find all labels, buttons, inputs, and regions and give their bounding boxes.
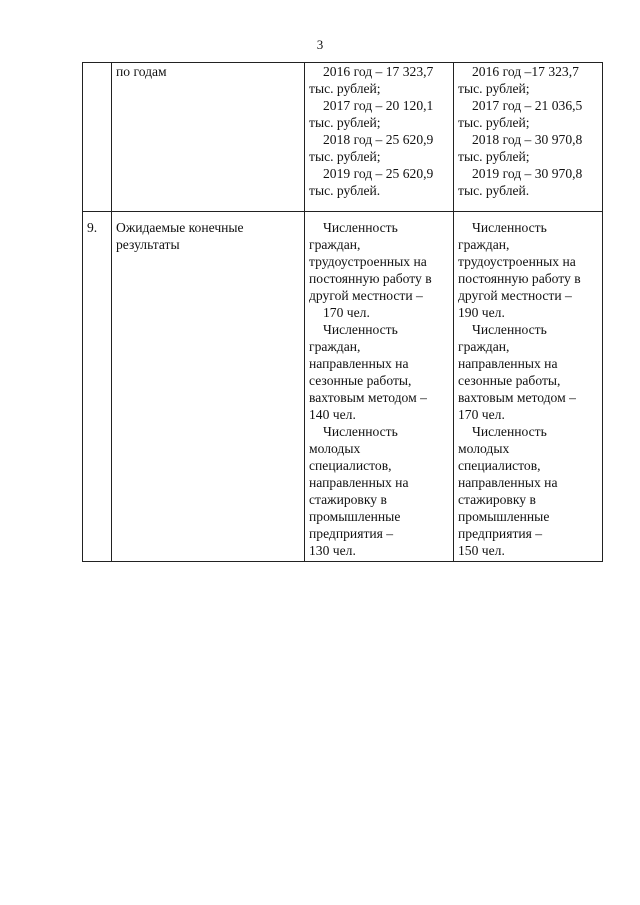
funding-old-year: 2019 год – 25 620,9 <box>323 166 434 181</box>
row-label-cell <box>112 212 305 562</box>
results-new-line: Численность <box>472 322 547 337</box>
results-old-line: граждан, <box>309 237 361 252</box>
results-old-line: граждан, <box>309 339 361 354</box>
results-new-line: 190 чел. <box>458 305 505 320</box>
funding-old-unit: тыс. рублей; <box>309 115 381 130</box>
funding-old-year: 2017 год – 20 120,1 <box>323 98 434 113</box>
results-old-line: 170 чел. <box>323 305 370 320</box>
results-new-line: сезонные работы, <box>458 373 561 388</box>
results-old-line: предприятия – <box>309 526 394 541</box>
funding-new-year: 2018 год – 30 970,8 <box>472 132 583 147</box>
results-old-line: трудоустроенных на <box>309 254 427 269</box>
results-old-cell <box>305 212 454 562</box>
row-number-cell <box>83 63 112 212</box>
results-old-line: направленных на <box>309 475 409 490</box>
funding-new-unit: тыс. рублей; <box>458 115 530 130</box>
results-new-line: 150 чел. <box>458 543 505 558</box>
results-new-cell <box>454 212 603 562</box>
funding-new-unit: тыс. рублей; <box>458 81 530 96</box>
funding-new-year: 2017 год – 21 036,5 <box>472 98 583 113</box>
results-new-line: стажировку в <box>458 492 536 507</box>
results-old-line: молодых <box>309 441 361 456</box>
row-label-cell: по годам <box>112 63 305 212</box>
results-old-line: Численность <box>323 220 398 235</box>
funding-old-unit: тыс. рублей; <box>309 81 381 96</box>
table-row-funding <box>83 63 603 212</box>
funding-old-year: 2016 год – 17 323,7 <box>323 64 434 79</box>
results-new-line: трудоустроенных на <box>458 254 576 269</box>
funding-old-year: 2018 год – 25 620,9 <box>323 132 434 147</box>
funding-new-cell <box>454 63 603 212</box>
results-old-line: промышленные <box>309 509 401 524</box>
results-new-line: специалистов, <box>458 458 541 473</box>
funding-new-year: 2019 год – 30 970,8 <box>472 166 583 181</box>
results-new-line: 170 чел. <box>458 407 505 422</box>
results-old-line: 140 чел. <box>309 407 356 422</box>
funding-old-unit: тыс. рублей. <box>309 183 381 198</box>
row-label-line: Ожидаемые конечные <box>116 220 244 235</box>
results-old-line: другой местности – <box>309 288 423 303</box>
results-new-line: постоянную работу в <box>458 271 581 286</box>
results-new-line: граждан, <box>458 237 510 252</box>
results-old-line: стажировку в <box>309 492 387 507</box>
row-number-cell: 9. <box>83 212 112 562</box>
results-new-line: промышленные <box>458 509 550 524</box>
results-new-line: направленных на <box>458 356 558 371</box>
funding-new-unit: тыс. рублей; <box>458 149 530 164</box>
results-new-line: направленных на <box>458 475 558 490</box>
results-new-line: Численность <box>472 424 547 439</box>
funding-old-cell <box>305 63 454 212</box>
results-old-line: специалистов, <box>309 458 392 473</box>
page-number: 3 <box>316 37 324 52</box>
row-label-line: результаты <box>116 237 180 252</box>
results-new-line: предприятия – <box>458 526 543 541</box>
program-passport-table <box>82 62 603 562</box>
results-old-line: Численность <box>323 424 398 439</box>
results-new-line: граждан, <box>458 339 510 354</box>
results-new-line: Численность <box>472 220 547 235</box>
funding-old-unit: тыс. рублей; <box>309 149 381 164</box>
results-new-line: молодых <box>458 441 510 456</box>
funding-new-year: 2016 год –17 323,7 <box>472 64 579 79</box>
results-new-line: вахтовым методом – <box>458 390 576 405</box>
results-old-line: вахтовым методом – <box>309 390 427 405</box>
results-old-line: Численность <box>323 322 398 337</box>
table-row-results <box>83 212 603 562</box>
results-old-line: сезонные работы, <box>309 373 412 388</box>
results-old-line: постоянную работу в <box>309 271 432 286</box>
results-old-line: направленных на <box>309 356 409 371</box>
results-new-line: другой местности – <box>458 288 572 303</box>
funding-new-unit: тыс. рублей. <box>458 183 530 198</box>
results-old-line: 130 чел. <box>309 543 356 558</box>
